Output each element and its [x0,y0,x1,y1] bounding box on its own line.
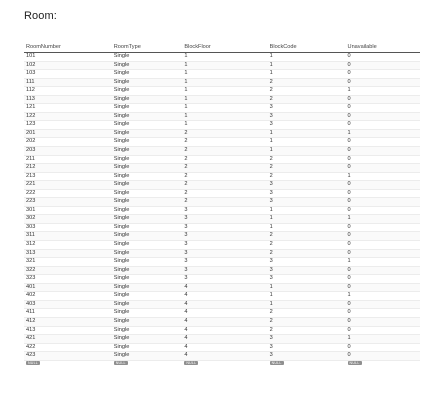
cell-blockfloor: 4 [182,335,267,344]
cell-blockcode: 1 [268,129,346,138]
cell-roomtype: Single [112,164,183,173]
null-badge: NULL [28,361,38,366]
table-row[interactable] [24,266,420,275]
cell-roomtype: Single [112,181,183,190]
cell-blockcode: 2 [268,155,346,164]
table-row[interactable] [24,129,420,138]
cell-unavailable: 0 [346,326,420,335]
cell-blockfloor: 2 [182,164,267,173]
cell-unavailable: 0 [346,70,420,79]
cell-roomnumber: 121 [24,104,112,113]
table-header-row [24,44,420,53]
cell-roomnumber: 311 [24,232,112,241]
table-row[interactable] [24,223,420,232]
cell-unavailable: 0 [346,223,420,232]
cell-blockfloor: 3 [182,215,267,224]
cell-roomnumber: 302 [24,215,112,224]
cell-roomnumber: 123 [24,121,112,130]
cell-blockfloor: 3 [182,232,267,241]
cell-roomnumber: 422 [24,343,112,352]
cell-roomnumber: 312 [24,241,112,250]
cell-roomnumber: 421 [24,335,112,344]
cell-roomnumber: 202 [24,138,112,147]
cell-roomnumber: 102 [24,61,112,70]
cell-roomtype: Single [112,241,183,250]
cell-blockfloor: 3 [182,249,267,258]
table-row[interactable] [24,155,420,164]
cell-blockfloor: 1 [182,112,267,121]
cell-blockcode: 3 [268,121,346,130]
cell-roomnumber: 402 [24,292,112,301]
cell-unavailable: 1 [346,292,420,301]
cell-roomtype: Single [112,309,183,318]
column-header-unavailable[interactable]: Unavailable [346,44,420,53]
cell-blockcode: 2 [268,317,346,326]
cell-blockcode: 1 [268,300,346,309]
cell-blockfloor: 3 [182,206,267,215]
cell-blockcode: 3 [268,352,346,361]
cell-unavailable: 1 [346,215,420,224]
cell-blockcode: 3 [268,189,346,198]
table-row[interactable] [24,300,420,309]
cell-blockfloor: 2 [182,147,267,156]
cell-unavailable: 0 [346,275,420,284]
cell-null [112,360,183,368]
cell-blockfloor: 2 [182,181,267,190]
cell-unavailable: 0 [346,266,420,275]
cell-roomtype: Single [112,112,183,121]
cell-blockcode: 1 [268,70,346,79]
cell-roomtype: Single [112,206,183,215]
cell-roomnumber: 112 [24,87,112,96]
cell-blockfloor: 1 [182,53,267,62]
cell-blockcode: 3 [268,335,346,344]
cell-blockcode: 2 [268,95,346,104]
cell-roomtype: Single [112,352,183,361]
cell-unavailable: 1 [346,258,420,267]
table-row[interactable] [24,181,420,190]
cell-blockfloor: 4 [182,300,267,309]
cell-unavailable: 0 [346,164,420,173]
cell-blockfloor: 1 [182,87,267,96]
cell-blockcode: 3 [268,112,346,121]
cell-roomnumber: 313 [24,249,112,258]
cell-blockcode: 2 [268,78,346,87]
cell-null [182,360,267,368]
cell-unavailable: 0 [346,155,420,164]
cell-roomnumber: 211 [24,155,112,164]
table-row[interactable] [24,70,420,79]
cell-roomtype: Single [112,104,183,113]
cell-blockcode: 1 [268,147,346,156]
cell-blockcode: 2 [268,309,346,318]
cell-blockfloor: 3 [182,258,267,267]
cell-blockcode: 3 [268,266,346,275]
table-row[interactable] [24,61,420,70]
cell-blockcode: 3 [268,275,346,284]
cell-roomtype: Single [112,198,183,207]
cell-roomtype: Single [112,87,183,96]
table-row[interactable] [24,206,420,215]
table-row[interactable] [24,147,420,156]
cell-blockcode: 1 [268,223,346,232]
cell-blockcode: 1 [268,138,346,147]
cell-blockfloor: 2 [182,138,267,147]
column-header-roomtype[interactable]: RoomType [112,44,183,53]
cell-unavailable: 0 [346,241,420,250]
table-row[interactable] [24,164,420,173]
table-row[interactable] [24,283,420,292]
table-row[interactable] [24,249,420,258]
table-row[interactable] [24,232,420,241]
cell-roomnumber: 401 [24,283,112,292]
cell-blockfloor: 3 [182,241,267,250]
table-row[interactable] [24,275,420,284]
cell-roomtype: Single [112,283,183,292]
cell-unavailable: 0 [346,138,420,147]
table-row[interactable] [24,317,420,326]
cell-roomnumber: 322 [24,266,112,275]
cell-blockfloor: 2 [182,155,267,164]
cell-blockfloor: 1 [182,70,267,79]
cell-roomnumber: 203 [24,147,112,156]
cell-unavailable: 1 [346,129,420,138]
cell-roomtype: Single [112,300,183,309]
cell-roomnumber: 411 [24,309,112,318]
cell-unavailable: 0 [346,78,420,87]
cell-roomnumber: 103 [24,70,112,79]
cell-roomtype: Single [112,53,183,62]
cell-blockcode: 1 [268,292,346,301]
table-row[interactable] [24,189,420,198]
cell-roomtype: Single [112,138,183,147]
cell-roomnumber: 113 [24,95,112,104]
table-row[interactable] [24,112,420,121]
cell-blockcode: 2 [268,164,346,173]
cell-blockfloor: 4 [182,352,267,361]
table-row[interactable] [24,121,420,130]
cell-roomtype: Single [112,129,183,138]
column-header-roomnumber[interactable]: RoomNumber [24,44,112,53]
cell-unavailable: 0 [346,95,420,104]
cell-blockcode: 1 [268,206,346,215]
cell-unavailable: 1 [346,87,420,96]
table-row[interactable] [24,138,420,147]
cell-roomtype: Single [112,249,183,258]
null-row[interactable] [24,360,420,368]
cell-roomnumber: 413 [24,326,112,335]
null-badge: NULL [271,361,282,366]
table-row[interactable] [24,292,420,301]
cell-unavailable: 0 [346,300,420,309]
cell-roomtype: Single [112,95,183,104]
table-row[interactable] [24,241,420,250]
cell-unavailable: 0 [346,352,420,361]
cell-null [346,360,420,368]
cell-roomnumber: 222 [24,189,112,198]
cell-blockfloor: 4 [182,343,267,352]
cell-blockcode: 2 [268,241,346,250]
cell-roomtype: Single [112,189,183,198]
cell-roomtype: Single [112,121,183,130]
cell-roomtype: Single [112,232,183,241]
cell-unavailable: 0 [346,181,420,190]
cell-unavailable: 0 [346,206,420,215]
page-title: Room: [24,10,57,22]
cell-unavailable: 0 [346,283,420,292]
null-badge: NULL [186,361,197,366]
column-header-blockfloor[interactable]: BlockFloor [182,44,267,53]
cell-unavailable: 1 [346,335,420,344]
room-table [24,44,420,368]
cell-roomnumber: 303 [24,223,112,232]
cell-roomtype: Single [112,335,183,344]
cell-blockfloor: 2 [182,189,267,198]
cell-roomtype: Single [112,292,183,301]
cell-unavailable: 0 [346,232,420,241]
cell-roomtype: Single [112,343,183,352]
cell-unavailable: 0 [346,147,420,156]
cell-roomnumber: 403 [24,300,112,309]
cell-unavailable: 0 [346,249,420,258]
table-row[interactable] [24,352,420,361]
cell-blockfloor: 4 [182,309,267,318]
cell-roomnumber: 301 [24,206,112,215]
cell-blockcode: 1 [268,61,346,70]
cell-roomtype: Single [112,155,183,164]
cell-roomnumber: 423 [24,352,112,361]
cell-unavailable: 0 [346,53,420,62]
cell-blockcode: 3 [268,104,346,113]
table-row[interactable] [24,87,420,96]
cell-blockfloor: 2 [182,172,267,181]
null-badge: NULL [115,361,126,366]
cell-blockcode: 3 [268,198,346,207]
cell-roomnumber: 321 [24,258,112,267]
table-row[interactable] [24,215,420,224]
cell-blockcode: 2 [268,172,346,181]
cell-blockfloor: 1 [182,95,267,104]
cell-blockcode: 3 [268,343,346,352]
cell-unavailable: 0 [346,343,420,352]
table-row[interactable] [24,309,420,318]
table-row[interactable] [24,258,420,267]
cell-unavailable: 0 [346,309,420,318]
cell-roomnumber: 212 [24,164,112,173]
cell-unavailable: 0 [346,104,420,113]
cell-blockcode: 1 [268,283,346,292]
cell-roomnumber: 201 [24,129,112,138]
cell-unavailable: 1 [346,172,420,181]
cell-roomtype: Single [112,317,183,326]
cell-unavailable: 0 [346,198,420,207]
cell-roomtype: Single [112,61,183,70]
cell-roomtype: Single [112,172,183,181]
table-row[interactable] [24,172,420,181]
table-row[interactable] [24,335,420,344]
cell-blockfloor: 2 [182,198,267,207]
cell-roomnumber: 412 [24,317,112,326]
cell-blockfloor: 1 [182,121,267,130]
cell-roomnumber: 213 [24,172,112,181]
cell-unavailable: 0 [346,61,420,70]
table-row[interactable] [24,326,420,335]
cell-blockcode: 2 [268,232,346,241]
cell-blockfloor: 1 [182,78,267,87]
table-row[interactable] [24,95,420,104]
cell-blockcode: 2 [268,249,346,258]
cell-unavailable: 0 [346,317,420,326]
cell-roomtype: Single [112,70,183,79]
cell-blockcode: 2 [268,87,346,96]
cell-blockcode: 2 [268,326,346,335]
table-row[interactable] [24,53,420,62]
cell-roomtype: Single [112,147,183,156]
cell-blockfloor: 3 [182,223,267,232]
cell-roomtype: Single [112,78,183,87]
cell-unavailable: 0 [346,112,420,121]
cell-blockfloor: 3 [182,275,267,284]
cell-blockfloor: 1 [182,61,267,70]
cell-blockfloor: 1 [182,104,267,113]
cell-blockfloor: 4 [182,283,267,292]
column-header-blockcode[interactable]: BlockCode [268,44,346,53]
cell-roomnumber: 122 [24,112,112,121]
cell-blockfloor: 2 [182,129,267,138]
cell-blockcode: 1 [268,53,346,62]
cell-roomnumber: 223 [24,198,112,207]
cell-roomtype: Single [112,215,183,224]
cell-roomtype: Single [112,266,183,275]
cell-roomtype: Single [112,275,183,284]
cell-blockfloor: 4 [182,317,267,326]
table-row[interactable] [24,78,420,87]
cell-unavailable: 0 [346,189,420,198]
cell-blockcode: 3 [268,181,346,190]
cell-roomtype: Single [112,326,183,335]
table-row[interactable] [24,198,420,207]
table-row[interactable] [24,104,420,113]
cell-unavailable: 0 [346,121,420,130]
cell-null [24,360,112,368]
cell-blockcode: 1 [268,215,346,224]
cell-roomtype: Single [112,223,183,232]
cell-blockfloor: 3 [182,266,267,275]
cell-roomnumber: 111 [24,78,112,87]
cell-blockcode: 3 [268,258,346,267]
cell-null [268,360,346,368]
table-row[interactable] [24,343,420,352]
table-body [24,53,420,369]
cell-roomnumber: 323 [24,275,112,284]
cell-blockfloor: 4 [182,326,267,335]
cell-roomtype: Single [112,258,183,267]
null-badge: NULL [349,361,360,366]
cell-blockfloor: 4 [182,292,267,301]
cell-roomnumber: 221 [24,181,112,190]
cell-roomnumber: 101 [24,53,112,62]
